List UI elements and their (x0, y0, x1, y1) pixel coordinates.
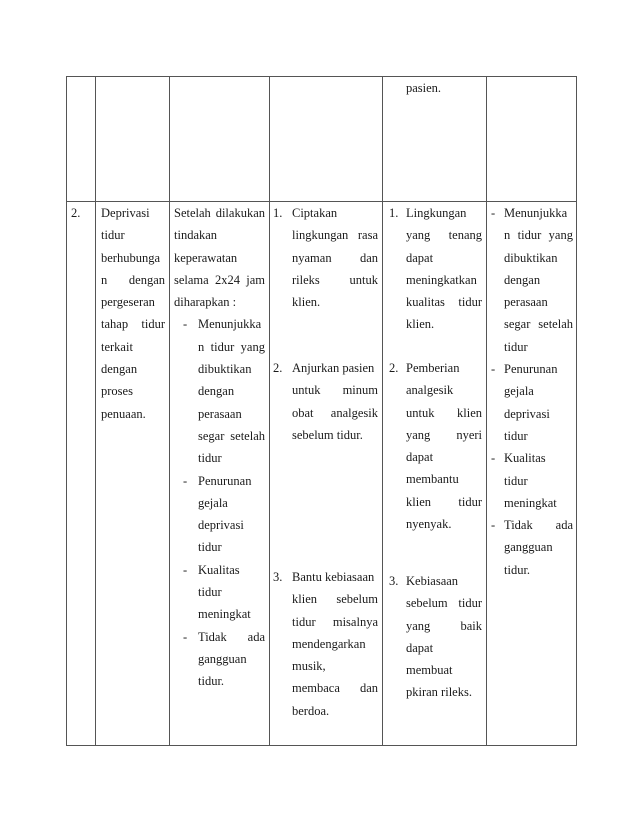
word: analgesik (330, 405, 378, 420)
row-number: 2. (71, 206, 81, 220)
intervensi-item-line (292, 224, 378, 246)
diagnosa-line (101, 380, 165, 402)
word: Anjurkan pasien (292, 361, 375, 375)
item-number: 2. (389, 361, 399, 375)
word: gejala (198, 495, 228, 510)
rasional-item-line (406, 379, 482, 401)
diagnosa-line (101, 269, 165, 291)
evaluasi-line (504, 470, 573, 492)
tujuan-criteria-line (198, 313, 265, 335)
word: n (198, 339, 205, 354)
word: dapat (406, 450, 434, 465)
word: ada (555, 518, 573, 533)
word: dengan (101, 362, 138, 377)
evaluasi-line (504, 559, 573, 581)
tujuan-criteria-line (198, 648, 265, 670)
word: dibuktikan (198, 362, 252, 377)
word: berhubunga (101, 250, 161, 265)
tujuan-criteria-item (174, 313, 265, 469)
word: yang (406, 427, 431, 442)
intervensi-item-line (292, 202, 378, 224)
word: setelah (230, 428, 265, 443)
tujuan-criteria-line (198, 380, 265, 402)
tujuan-criteria-item (174, 626, 265, 693)
word: tidur (198, 451, 222, 466)
tujuan-criteria-line (198, 447, 265, 469)
tujuan-criteria-line (198, 670, 265, 692)
word: nyenyak. (406, 517, 452, 532)
word: lingkungan (292, 228, 349, 243)
evaluasi-item (491, 202, 573, 358)
word: segar (198, 428, 225, 443)
word: rileks (292, 272, 320, 287)
table-top-border (66, 76, 576, 77)
word: tidur (504, 428, 528, 443)
tujuan-criteria-line (198, 581, 265, 603)
rasional-item (389, 570, 482, 704)
word: obat (292, 405, 314, 420)
tujuan-criteria-item (174, 470, 265, 559)
word: klien. (292, 295, 321, 310)
intervensi-item-line (292, 655, 378, 677)
col-border-1 (95, 76, 96, 746)
rasional-item-line (406, 446, 482, 468)
intervensi-item-line (292, 677, 378, 699)
tujuan-criteria-item (174, 559, 265, 626)
word: Pemberian (406, 361, 460, 375)
word: Bantu kebiasaan (292, 570, 375, 584)
word: dan (359, 681, 378, 696)
intervensi-item-line (292, 247, 378, 269)
evaluasi-line (504, 269, 573, 291)
tujuan-intro-line (174, 202, 265, 224)
rasional-item (389, 202, 482, 336)
word: tidur (504, 473, 528, 488)
intervensi-item-line (292, 269, 378, 291)
word: berdoa. (292, 703, 330, 718)
word: gangguan (504, 540, 553, 555)
rasional-item-line (406, 570, 482, 592)
bullet-dash: - (183, 562, 188, 577)
word: n (504, 228, 511, 243)
word: Tidak (504, 518, 533, 533)
col-border-6 (576, 76, 577, 746)
word: tidur (101, 228, 125, 243)
word: tidur (198, 540, 222, 555)
evaluasi-line (504, 425, 573, 447)
word: Penurunan (504, 362, 558, 377)
word: membaca (292, 681, 340, 696)
tujuan-intro-line (174, 247, 265, 269)
evaluasi-line (504, 291, 573, 313)
word: dapat (406, 250, 434, 265)
word: minum (342, 383, 378, 398)
word: gangguan (198, 651, 247, 666)
word: klien. (406, 317, 435, 332)
rasional-item-line (406, 224, 482, 246)
word: proses (101, 384, 133, 399)
bullet-dash: - (491, 518, 496, 533)
intervensi-cell (273, 202, 378, 742)
evaluasi-line (504, 447, 573, 469)
intervensi-item-line (292, 357, 378, 379)
evaluasi-line (504, 313, 573, 335)
word: nyaman (292, 250, 332, 265)
word: Menunjukka (504, 206, 568, 220)
word: dapat (406, 640, 434, 655)
word: sebelum (406, 596, 448, 611)
word: setelah (538, 317, 573, 332)
intervensi-item-line (292, 700, 378, 722)
evaluasi-line (504, 358, 573, 380)
evaluasi-line (504, 403, 573, 425)
rasional-item-line (406, 291, 482, 313)
word: untuk (292, 383, 321, 398)
word: perasaan (198, 406, 242, 421)
word: klien (406, 494, 431, 509)
intervensi-item (273, 566, 378, 722)
word: membuat (406, 663, 453, 678)
rasional-item-line (406, 681, 482, 703)
bullet-dash: - (183, 473, 188, 488)
word: klien (457, 405, 482, 420)
intervensi-item-line (292, 424, 378, 446)
evaluasi-line (504, 202, 573, 224)
intervensi-item-line (292, 291, 378, 313)
word: tidur (141, 317, 165, 332)
word: 2x24 (214, 272, 240, 287)
word: tidur (210, 339, 235, 354)
tujuan-criteria-line (198, 603, 265, 625)
word: untuk (349, 272, 378, 287)
item-number: 1. (273, 206, 283, 220)
word: Tidak (198, 629, 227, 644)
tujuan-intro-line (174, 291, 265, 313)
rasional-item (389, 357, 482, 535)
tujuan-criteria-line (198, 514, 265, 536)
rasional-cell (389, 202, 482, 742)
evaluasi-line (504, 224, 573, 246)
bullet-dash: - (183, 317, 188, 332)
intervensi-item (273, 202, 378, 313)
intervensi-item-line (292, 566, 378, 588)
evaluasi-line (504, 336, 573, 358)
word: dilakukan (215, 206, 265, 220)
word: ada (247, 629, 265, 644)
intervensi-item-line (292, 633, 378, 655)
bullet-dash: - (183, 629, 188, 644)
diagnosa-line (101, 291, 165, 313)
word: kualitas (406, 295, 445, 310)
word: yang (548, 228, 573, 243)
word: Penurunan (198, 473, 252, 488)
tujuan-cell (174, 202, 265, 693)
word: rasa (357, 228, 378, 243)
word: segar (504, 317, 531, 332)
word: diharapkan : (174, 295, 237, 310)
word: deprivasi (504, 406, 550, 421)
word: tidur (458, 295, 482, 310)
word: deprivasi (198, 518, 244, 533)
word: meningkat (198, 607, 251, 622)
word: sebelum (336, 592, 378, 607)
word: jam (246, 272, 265, 287)
evaluasi-line (504, 514, 573, 536)
diagnosa-line (101, 313, 165, 335)
word: tidur. (504, 562, 531, 577)
word: tidur (517, 228, 542, 243)
word: tidur (458, 596, 482, 611)
word: klien (292, 592, 317, 607)
rasional-item-line (406, 513, 482, 535)
word: yang (406, 618, 431, 633)
table-bottom-border (66, 745, 576, 746)
rasional-item-line (406, 357, 482, 379)
word: tidur (198, 585, 222, 600)
word: tindakan (174, 228, 218, 243)
word: tenang (448, 228, 482, 243)
bullet-dash: - (491, 451, 496, 466)
word: n (101, 272, 108, 287)
word: membantu (406, 472, 459, 487)
word: Ciptakan (292, 206, 338, 220)
word: dengan (128, 272, 165, 287)
word: Menunjukka (198, 317, 262, 332)
word: penuaan. (101, 406, 146, 421)
word: Lingkungan (406, 206, 467, 220)
rasional-item-line (406, 468, 482, 490)
word: keperawatan (174, 250, 238, 265)
word: Deprivasi (101, 206, 150, 220)
rasional-item-line (406, 615, 482, 637)
evaluasi-line (504, 380, 573, 402)
rasional-item-line (406, 637, 482, 659)
rasional-item-line (406, 313, 482, 335)
word: musik, (292, 659, 326, 674)
word: baik (460, 618, 482, 633)
diagnosa-line (101, 403, 165, 425)
word: tidur (504, 339, 528, 354)
word: sebelum tidur. (292, 427, 363, 442)
diagnosa-line (101, 202, 165, 224)
tujuan-criteria-line (198, 626, 265, 648)
evaluasi-item (491, 514, 573, 581)
diagnosa-line (101, 247, 165, 269)
word: meningkatkan (406, 272, 477, 287)
intervensi-item-line (292, 402, 378, 424)
col-border-5 (486, 76, 487, 746)
col-border-2 (169, 76, 170, 746)
diagnosa-line (101, 358, 165, 380)
intervensi-item-line (292, 588, 378, 610)
evaluasi-item (491, 358, 573, 447)
word: dengan (504, 272, 541, 287)
word: dibuktikan (504, 250, 558, 265)
item-number: 3. (389, 574, 399, 588)
word: terkait (101, 339, 133, 354)
word: yang (406, 228, 431, 243)
word: Kualitas (504, 451, 546, 466)
rasional-item-line (406, 592, 482, 614)
word: untuk (406, 405, 435, 420)
word: meningkat (504, 495, 557, 510)
word: mendengarkan (292, 636, 366, 651)
word: dengan (198, 384, 235, 399)
intervensi-item-line (292, 379, 378, 401)
rasional-item-line (406, 491, 482, 513)
prev-evaluasi-tail: pasien. (406, 81, 442, 95)
evaluasi-cell (491, 202, 573, 581)
word: dan (359, 250, 378, 265)
word: gejala (504, 384, 534, 399)
col-border-4 (382, 76, 383, 746)
word: Kualitas (198, 562, 240, 577)
rasional-item-line (406, 202, 482, 224)
tujuan-intro-line (174, 269, 265, 291)
evaluasi-item (491, 447, 573, 514)
bullet-dash: - (491, 362, 496, 377)
tujuan-criteria-line (198, 492, 265, 514)
item-number: 2. (273, 361, 283, 375)
word: analgesik (406, 383, 454, 398)
rasional-item-line (406, 402, 482, 424)
word: perasaan (504, 295, 548, 310)
word: pergeseran (101, 295, 155, 310)
word: nyeri (456, 427, 482, 442)
item-number: 3. (273, 570, 283, 584)
diagnosa-line (101, 336, 165, 358)
word: pkiran rileks. (406, 685, 472, 700)
bullet-dash: - (491, 206, 496, 220)
word: Kebiasaan (406, 574, 459, 588)
rasional-item-line (406, 269, 482, 291)
evaluasi-line (504, 247, 573, 269)
word: Setelah (174, 206, 211, 220)
word: selama (174, 272, 209, 287)
intervensi-item (273, 357, 378, 446)
word: misalnya (332, 614, 378, 629)
evaluasi-line (504, 536, 573, 558)
tujuan-criteria-line (198, 470, 265, 492)
rasional-item-line (406, 424, 482, 446)
tujuan-criteria-line (198, 336, 265, 358)
tujuan-criteria-line (198, 425, 265, 447)
tujuan-intro-line (174, 224, 265, 246)
tujuan-criteria-line (198, 559, 265, 581)
item-number: 1. (389, 206, 399, 220)
rasional-item-line (406, 247, 482, 269)
word: tidur. (198, 674, 225, 689)
tujuan-criteria-line (198, 536, 265, 558)
diagnosa-line (101, 224, 165, 246)
diagnosa-cell (101, 202, 165, 425)
evaluasi-line (504, 492, 573, 514)
rasional-item-line (406, 659, 482, 681)
tujuan-criteria-line (198, 403, 265, 425)
word: tahap (101, 317, 129, 332)
col-border-3 (269, 76, 270, 746)
intervensi-item-line (292, 611, 378, 633)
tujuan-criteria-line (198, 358, 265, 380)
word: tidur (292, 614, 316, 629)
word: yang (240, 339, 265, 354)
col-border-0 (66, 76, 67, 746)
word: tidur (458, 494, 482, 509)
